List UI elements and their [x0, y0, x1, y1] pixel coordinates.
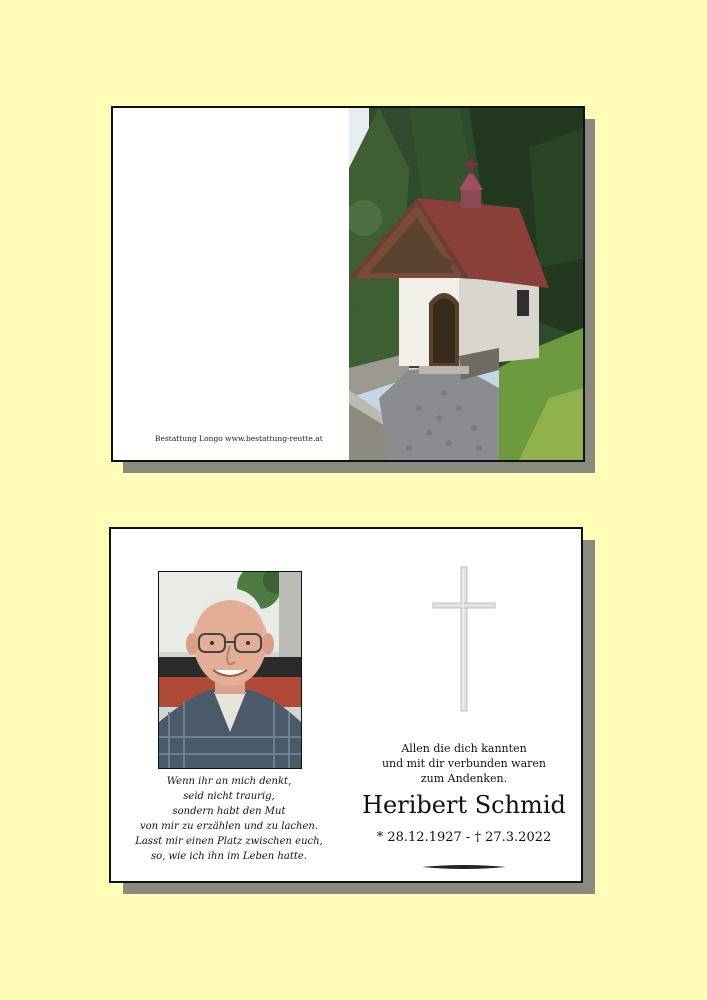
inside-card: [109, 527, 583, 883]
portrait-photo: [158, 571, 302, 769]
chapel-photo: [349, 108, 583, 460]
deceased-name: Heribert Schmid: [362, 791, 566, 819]
poem-line: von mir zu erzählen und zu lachen.: [139, 821, 318, 832]
remembrance-text: [359, 741, 569, 786]
cross-icon: [429, 565, 499, 715]
remembrance-line: und mit dir verbunden waren: [381, 757, 547, 770]
front-card-back-panel: [113, 108, 349, 460]
remembrance-line: zum Andenken.: [420, 772, 508, 785]
memorial-poem: [127, 774, 331, 864]
funeral-home-credit: Bestattung Longo www.bestattung-reutte.at: [155, 434, 323, 443]
poem-line: so, wie ich ihn im Leben hatte.: [151, 851, 307, 862]
ornament-divider: [422, 856, 506, 864]
poem-line: Lasst mir einen Platz zwischen euch,: [135, 836, 323, 847]
poem-line: seid nicht traurig,: [183, 791, 275, 802]
life-dates: * 28.12.1927 - † 27.3.2022: [376, 830, 552, 845]
front-card: [111, 106, 585, 462]
remembrance-line: Allen die dich kannten: [401, 742, 527, 755]
poem-line: Wenn ihr an mich denkt,: [166, 776, 292, 787]
poem-line: sondern habt den Mut: [172, 806, 286, 817]
